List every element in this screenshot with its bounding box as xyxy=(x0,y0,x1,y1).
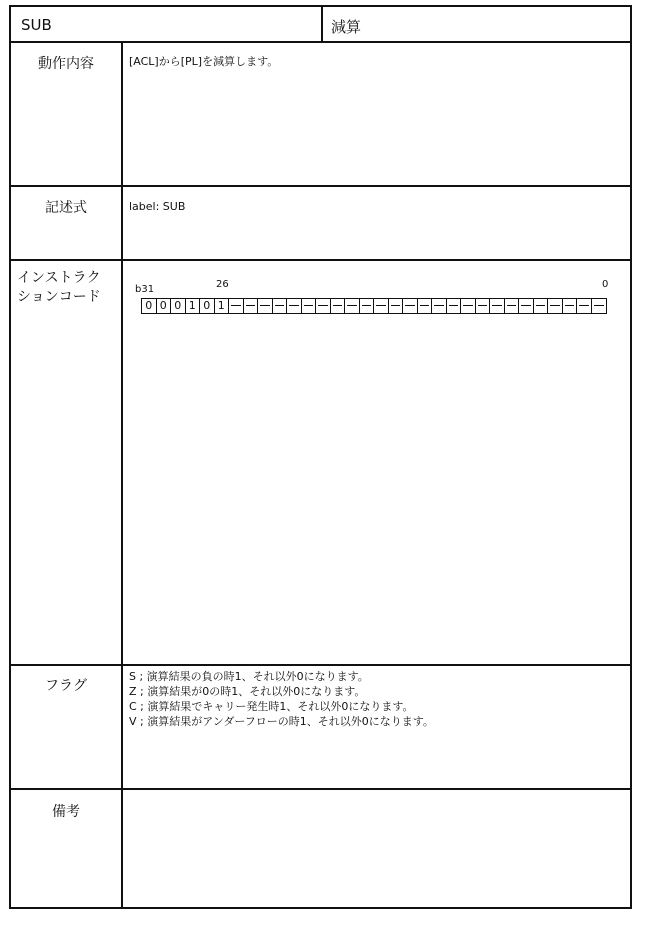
instruction-code-label xyxy=(17,269,117,307)
bit-lsb-label: 0 xyxy=(602,279,609,290)
instruction-bit-dont-care xyxy=(461,299,476,313)
instruction-sheet xyxy=(9,5,632,909)
row-divider-syntax xyxy=(11,259,630,261)
label-column-divider xyxy=(121,43,123,909)
instruction-bit-fixed: 1 xyxy=(215,299,230,313)
instruction-bit-dont-care xyxy=(563,299,578,313)
flag-c-line: C ; 演算結果でキャリー発生時1、それ以外0になります。 xyxy=(129,700,414,713)
instruction-mnemonic: SUB xyxy=(21,16,52,34)
flags-label: フラグ xyxy=(45,678,87,694)
header-divider xyxy=(321,7,323,41)
instruction-code-label-line2: ションコード xyxy=(17,289,101,305)
instruction-bit-field xyxy=(141,298,607,314)
instruction-bit-dont-care xyxy=(345,299,360,313)
instruction-bit-dont-care xyxy=(418,299,433,313)
instruction-bit-dont-care xyxy=(592,299,607,313)
bit-msb-label: b31 xyxy=(135,284,155,295)
instruction-bit-dont-care xyxy=(403,299,418,313)
instruction-bit-fixed: 0 xyxy=(171,299,186,313)
instruction-bit-dont-care xyxy=(432,299,447,313)
instruction-bit-dont-care xyxy=(302,299,317,313)
row-divider-instruction xyxy=(11,664,630,666)
instruction-bit-dont-care xyxy=(331,299,346,313)
instruction-code-label-line1: インストラク xyxy=(17,270,101,286)
instruction-bit-fixed: 0 xyxy=(200,299,215,313)
sheet-header xyxy=(11,7,630,43)
flag-z-line: Z ; 演算結果が0の時1、それ以外0になります。 xyxy=(129,685,366,698)
instruction-bit-dont-care xyxy=(490,299,505,313)
operation-label: 動作内容 xyxy=(38,56,94,72)
instruction-bit-dont-care xyxy=(519,299,534,313)
instruction-bit-dont-care xyxy=(229,299,244,313)
instruction-bit-dont-care xyxy=(447,299,462,313)
instruction-bit-dont-care xyxy=(476,299,491,313)
syntax-text: label: SUB xyxy=(129,200,186,213)
instruction-bit-dont-care xyxy=(287,299,302,313)
flag-s-line: S ; 演算結果の負の時1、それ以外0になります。 xyxy=(129,670,369,683)
instruction-bit-dont-care xyxy=(374,299,389,313)
instruction-bit-dont-care xyxy=(273,299,288,313)
instruction-bit-dont-care xyxy=(389,299,404,313)
flags-description xyxy=(129,669,434,729)
instruction-bit-dont-care xyxy=(548,299,563,313)
flag-v-line: V ; 演算結果がアンダーフローの時1、それ以外0になります。 xyxy=(129,715,434,728)
remarks-label: 備考 xyxy=(52,804,80,820)
syntax-label: 記述式 xyxy=(45,200,87,216)
instruction-bit-dont-care xyxy=(505,299,520,313)
instruction-bit-dont-care xyxy=(316,299,331,313)
instruction-bit-fixed: 1 xyxy=(186,299,201,313)
bit-mid-label: 26 xyxy=(216,279,229,290)
instruction-bit-dont-care xyxy=(360,299,375,313)
row-divider-flags xyxy=(11,788,630,790)
instruction-bit-dont-care xyxy=(244,299,259,313)
instruction-bit-dont-care xyxy=(577,299,592,313)
instruction-bit-dont-care xyxy=(258,299,273,313)
instruction-bit-fixed: 0 xyxy=(157,299,172,313)
instruction-bit-dont-care xyxy=(534,299,549,313)
row-divider-operation xyxy=(11,185,630,187)
instruction-title: 減算 xyxy=(331,18,362,36)
operation-text: [ACL]から[PL]を減算します。 xyxy=(129,55,279,68)
instruction-bit-fixed: 0 xyxy=(142,299,157,313)
